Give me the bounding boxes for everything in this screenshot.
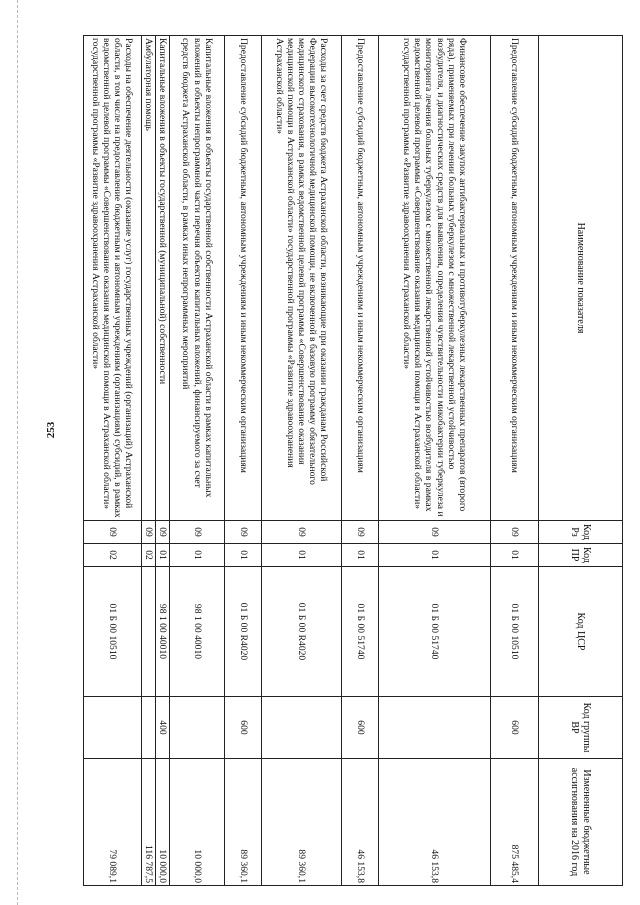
cell-rz: 09 (170, 521, 225, 544)
header-rz: Код Рз (539, 521, 623, 544)
cell-rz: 09 (83, 521, 141, 544)
cell-name: Финансовое обеспечение закупок антибактериальных и противотуберкулезных лекарственных препаратов (второго ряда), применяемых при лечении больных туберкулезом с множественной лекарственной устойчивостью возбудителя, и диагностических средств для выявления, определения чувствительности микобактерии туберкулеза и мониторинга лечения больных туберкулезом с множественной лекарственной устойчивостью возбудителя в рамках ведомственной целевой программы «Совершенствование оказания медицинской помощи в Астраханской области» государственной программы «Развитие здравоохранения Астраханской области» (379, 36, 491, 521)
cell-rz: 09 (262, 521, 342, 544)
header-csr: Код ЦСР (539, 567, 623, 697)
cell-amount: 46 153,8 (342, 759, 379, 886)
cell-rz: 09 (379, 521, 491, 544)
cell-vr (141, 697, 155, 759)
header-amount: Измененные бюджетные ассигнования на 2016 год (539, 759, 623, 886)
header-pr: Код ПР (539, 544, 623, 567)
cell-amount: 46 153,8 (379, 759, 491, 886)
cell-csr (141, 567, 155, 697)
cell-pr: 01 (491, 544, 539, 567)
cell-vr (83, 697, 141, 759)
cell-pr: 01 (225, 544, 262, 567)
cell-csr: 01 Б 00 R4020 (262, 567, 342, 697)
cell-vr: 600 (225, 697, 262, 759)
table-row (155, 36, 169, 886)
table-row (225, 36, 262, 886)
table-row (141, 36, 155, 886)
page-number: 253 (45, 421, 57, 439)
header-row (539, 36, 623, 886)
cell-pr: 01 (262, 544, 342, 567)
cell-csr: 98 1 00 40010 (170, 567, 225, 697)
cell-csr: 01 Б 00 R4020 (225, 567, 262, 697)
cell-amount: 89 360,1 (225, 759, 262, 886)
table-row (491, 36, 539, 886)
cell-amount: 10 000,0 (170, 759, 225, 886)
table-row (170, 36, 225, 886)
cell-rz: 09 (491, 521, 539, 544)
table-row (379, 36, 491, 886)
cell-rz: 09 (225, 521, 262, 544)
cell-name: Капитальные вложения в объекты государственной собственности Астраханской области в рамках капитальных вложений в объекты непрограммной части перечня объектов капитальных вложений, финансируемого за счет средств бюджета Астраханской области, в рамках иных непрограммных мероприятий (170, 36, 225, 521)
cell-name: Расходы за счет средств бюджета Астраханской области, возникающие при оказании гражданам Российской Федерации высокотехнологичной медицинской помощи, не включенной в базовую программу обязательного медицинского страхования, в рамках ведомственной целевой программы «Совершенствование оказания медицинской помощи в Астраханской области» государственной программы «Развитие здравоохранения Астраханской области» (262, 36, 342, 521)
cell-pr: 02 (83, 544, 141, 567)
cell-vr: 600 (491, 697, 539, 759)
cell-amount: 89 360,1 (262, 759, 342, 886)
cell-amount: 79 089,1 (83, 759, 141, 886)
cell-name: Капитальные вложения в объекты государственной (муниципальной) собственности (155, 36, 169, 521)
cell-vr: 400 (155, 697, 169, 759)
cell-name: Амбулаторная помощь (141, 36, 155, 521)
cell-csr: 01 Б 00 51740 (342, 567, 379, 697)
cell-name: Предоставление субсидий бюджетным, автономным учреждениям и иным некоммерческим организациям (225, 36, 262, 521)
table-row (83, 36, 141, 886)
cell-vr (262, 697, 342, 759)
cell-pr: 01 (170, 544, 225, 567)
cell-rz: 09 (141, 521, 155, 544)
cell-name: Расходы на обеспечение деятельности (оказание услуг) государственных учреждений (организаций) Астраханской области, в том числе на предоставление бюджетным и автономным учреждениям (организациям) субсидий, в рамках ведомственной целевой программы «Совершенствование оказания медицинской помощи в Астраханской области» государственной программы «Развитие здравоохранения Астраханской области» (83, 36, 141, 521)
cell-csr: 01 Б 00 10510 (83, 567, 141, 697)
header-name: Наименование показателя (539, 36, 623, 521)
cell-name: Предоставление субсидий бюджетным, автономным учреждениям и иным некоммерческим организациям (491, 36, 539, 521)
cell-csr: 01 Б 00 10510 (491, 567, 539, 697)
cell-amount: 875 485,4 (491, 759, 539, 886)
cell-vr (170, 697, 225, 759)
table-row (262, 36, 342, 886)
punch-line (17, 0, 18, 905)
table-row (342, 36, 379, 886)
header-vr: Код группы ВР (539, 697, 623, 759)
cell-rz: 09 (155, 521, 169, 544)
cell-pr: 01 (379, 544, 491, 567)
cell-csr: 01 Б 00 51740 (379, 567, 491, 697)
cell-pr: 01 (342, 544, 379, 567)
cell-pr: 01 (155, 544, 169, 567)
cell-csr: 98 1 00 40010 (155, 567, 169, 697)
cell-vr: 600 (342, 697, 379, 759)
rotated-table-wrapper (90, 35, 623, 885)
cell-rz: 09 (342, 521, 379, 544)
cell-amount: 116 787,5 (141, 759, 155, 886)
budget-table (83, 35, 623, 886)
cell-amount: 10 000,0 (155, 759, 169, 886)
cell-pr: 02 (141, 544, 155, 567)
cell-vr (379, 697, 491, 759)
cell-name: Предоставление субсидий бюджетным, автономным учреждениям и иным некоммерческим организациям (342, 36, 379, 521)
